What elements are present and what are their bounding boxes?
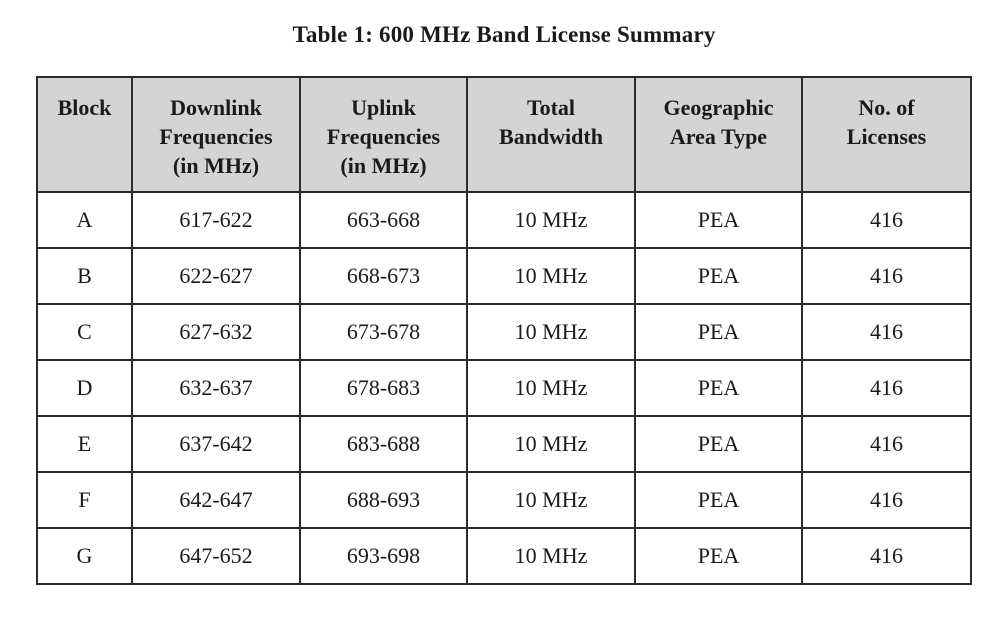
cell-block: A [37,192,132,248]
cell-area-type: PEA [635,472,802,528]
cell-block: D [37,360,132,416]
cell-licenses: 416 [802,528,971,584]
table-row [37,192,971,248]
cell-licenses: 416 [802,192,971,248]
cell-uplink: 683-688 [300,416,467,472]
cell-licenses: 416 [802,304,971,360]
cell-block: B [37,248,132,304]
header-licenses [802,77,971,192]
header-line: Licenses [846,124,927,149]
cell-licenses: 416 [802,248,971,304]
license-summary-table [36,76,972,585]
header-downlink [132,77,300,192]
cell-bandwidth: 10 MHz [467,360,635,416]
cell-area-type: PEA [635,304,802,360]
cell-area-type: PEA [635,360,802,416]
table-row [37,248,971,304]
cell-area-type: PEA [635,248,802,304]
cell-bandwidth: 10 MHz [467,416,635,472]
cell-uplink: 693-698 [300,528,467,584]
cell-downlink: 637-642 [132,416,300,472]
cell-bandwidth: 10 MHz [467,248,635,304]
header-line: Frequencies [159,124,273,149]
cell-bandwidth: 10 MHz [467,472,635,528]
cell-downlink: 617-622 [132,192,300,248]
header-bandwidth [467,77,635,192]
header-line: (in MHz) [340,153,427,178]
table-row [37,528,971,584]
header-line: No. of [858,95,915,120]
cell-downlink: 627-632 [132,304,300,360]
header-line: Geographic [663,95,774,120]
header-area-type [635,77,802,192]
cell-downlink: 642-647 [132,472,300,528]
cell-bandwidth: 10 MHz [467,192,635,248]
header-line: Total [526,95,576,120]
header-line: Bandwidth [499,124,603,149]
header-line: (in MHz) [172,153,260,178]
header-line: Block [57,95,112,120]
cell-bandwidth: 10 MHz [467,304,635,360]
cell-area-type: PEA [635,192,802,248]
cell-block: E [37,416,132,472]
cell-licenses: 416 [802,360,971,416]
header-row [37,77,971,192]
cell-licenses: 416 [802,472,971,528]
cell-area-type: PEA [635,528,802,584]
cell-area-type: PEA [635,416,802,472]
header-uplink [300,77,467,192]
cell-downlink: 647-652 [132,528,300,584]
header-line: Uplink [351,95,416,120]
header-line: Frequencies [326,124,441,149]
cell-uplink: 663-668 [300,192,467,248]
table-row [37,472,971,528]
cell-block: F [37,472,132,528]
cell-downlink: 632-637 [132,360,300,416]
cell-uplink: 673-678 [300,304,467,360]
table-row [37,360,971,416]
cell-bandwidth: 10 MHz [467,528,635,584]
table-row [37,416,971,472]
cell-uplink: 688-693 [300,472,467,528]
cell-uplink: 668-673 [300,248,467,304]
header-line: Downlink [170,95,262,120]
table-row [37,304,971,360]
cell-uplink: 678-683 [300,360,467,416]
header-line: Area Type [669,124,768,149]
cell-licenses: 416 [802,416,971,472]
cell-downlink: 622-627 [132,248,300,304]
cell-block: G [37,528,132,584]
header-block [37,77,132,192]
table-caption: Table 1: 600 MHz Band License Summary [292,22,716,47]
cell-block: C [37,304,132,360]
